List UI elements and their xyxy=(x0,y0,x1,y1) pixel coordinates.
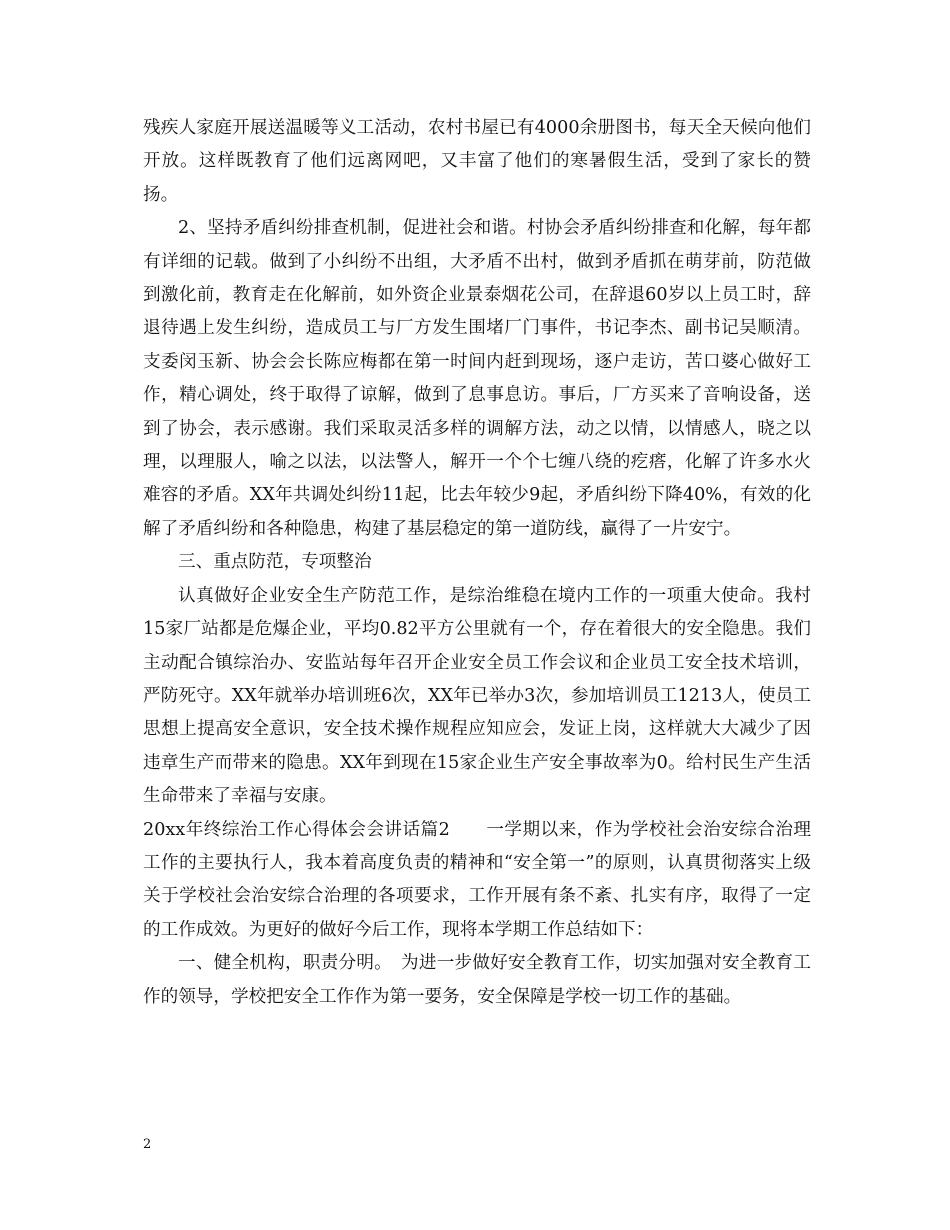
paragraph-5: 一、健全机构，职责分明。 为进一步做好安全教育工作，切实加强对安全教育工作的领导，学校把安全工作作为第一要务，安全保障是学校一切工作的基础。 xyxy=(143,953,811,1007)
paragraph-2: 2、坚持矛盾纠纷排查机制，促进社会和谐。村协会矛盾纠纷排查和化解，每年都有详细的记载。做到了小纠纷不出组，大矛盾不出村，做到矛盾抓在萌芽前，防范做到激化前，教育走在化解前，如外资企业景泰烟花公司，在辞退60岁以上员工时，辞退待遇上发生纠纷，造成员工与厂方发生围堵厂门事件，书记李杰、副书记吴顺清。支委闵玉新、协会会长陈应梅都在第一时间内赶到现场，逐户走访，苦口婆心做好工作，精心调处，终于取得了谅解，做到了息事息访。事后，厂方买来了音响设备，送到了协会，表示感谢。我们采取灵活多样的调解方法，动之以情，以情感人，晓之以理，以理服人，喻之以法，以法警人，解开一个个七缠八绕的疙瘩，化解了许多水火难容的矛盾。XX年共调处纠纷11起，比去年较少9起，矛盾纠纷下降40%，有效的化解了矛盾纠纷和各种隐患，构建了基层稳定的第一道防线，赢得了一片安宁。 xyxy=(143,218,811,539)
paragraph-3: 认真做好企业安全生产防范工作，是综治维稳在境内工作的一项重大使命。我村15家厂站都是危爆企业，平均0.82平方公里就有一个，存在着很大的安全隐患。我们主动配合镇综治办、安监站每年召开企业安全员工作会议和企业员工安全技术培训，严防死守。XX年就举办培训班6次，XX年已举办3次，参加培训员工1213人，使员工思想上提高安全意识，安全技术操作规程应知应会，发证上岗，这样就大大减少了因违章生产而带来的隐患。XX年到现在15家企业生产安全事故率为0。给村民生产生活生命带来了幸福与安康。 xyxy=(143,585,811,807)
document-body xyxy=(143,112,811,1014)
page-number: 2 xyxy=(143,1137,152,1152)
paragraph-4: 20xx年终综治工作心得体会会讲话篇2 一学期以来，作为学校社会治安综合治理工作的主要执行人，我本着高度负责的精神和“安全第一”的原则，认真贯彻落实上级关于学校社会治安综合治理的各项要求，工作开展有条不紊、扎实有序，取得了一定的工作成效。为更好的做好今后工作，现将本学期工作总结如下： xyxy=(143,819,811,940)
section-heading: 三、重点防范，专项整治 xyxy=(178,552,372,573)
paragraph-1: 残疾人家庭开展送温暖等义工活动，农村书屋已有4000余册图书，每天全天候向他们开放。这样既教育了他们远离网吧，又丰富了他们的寒暑假生活，受到了家长的赞扬。 xyxy=(143,118,811,205)
